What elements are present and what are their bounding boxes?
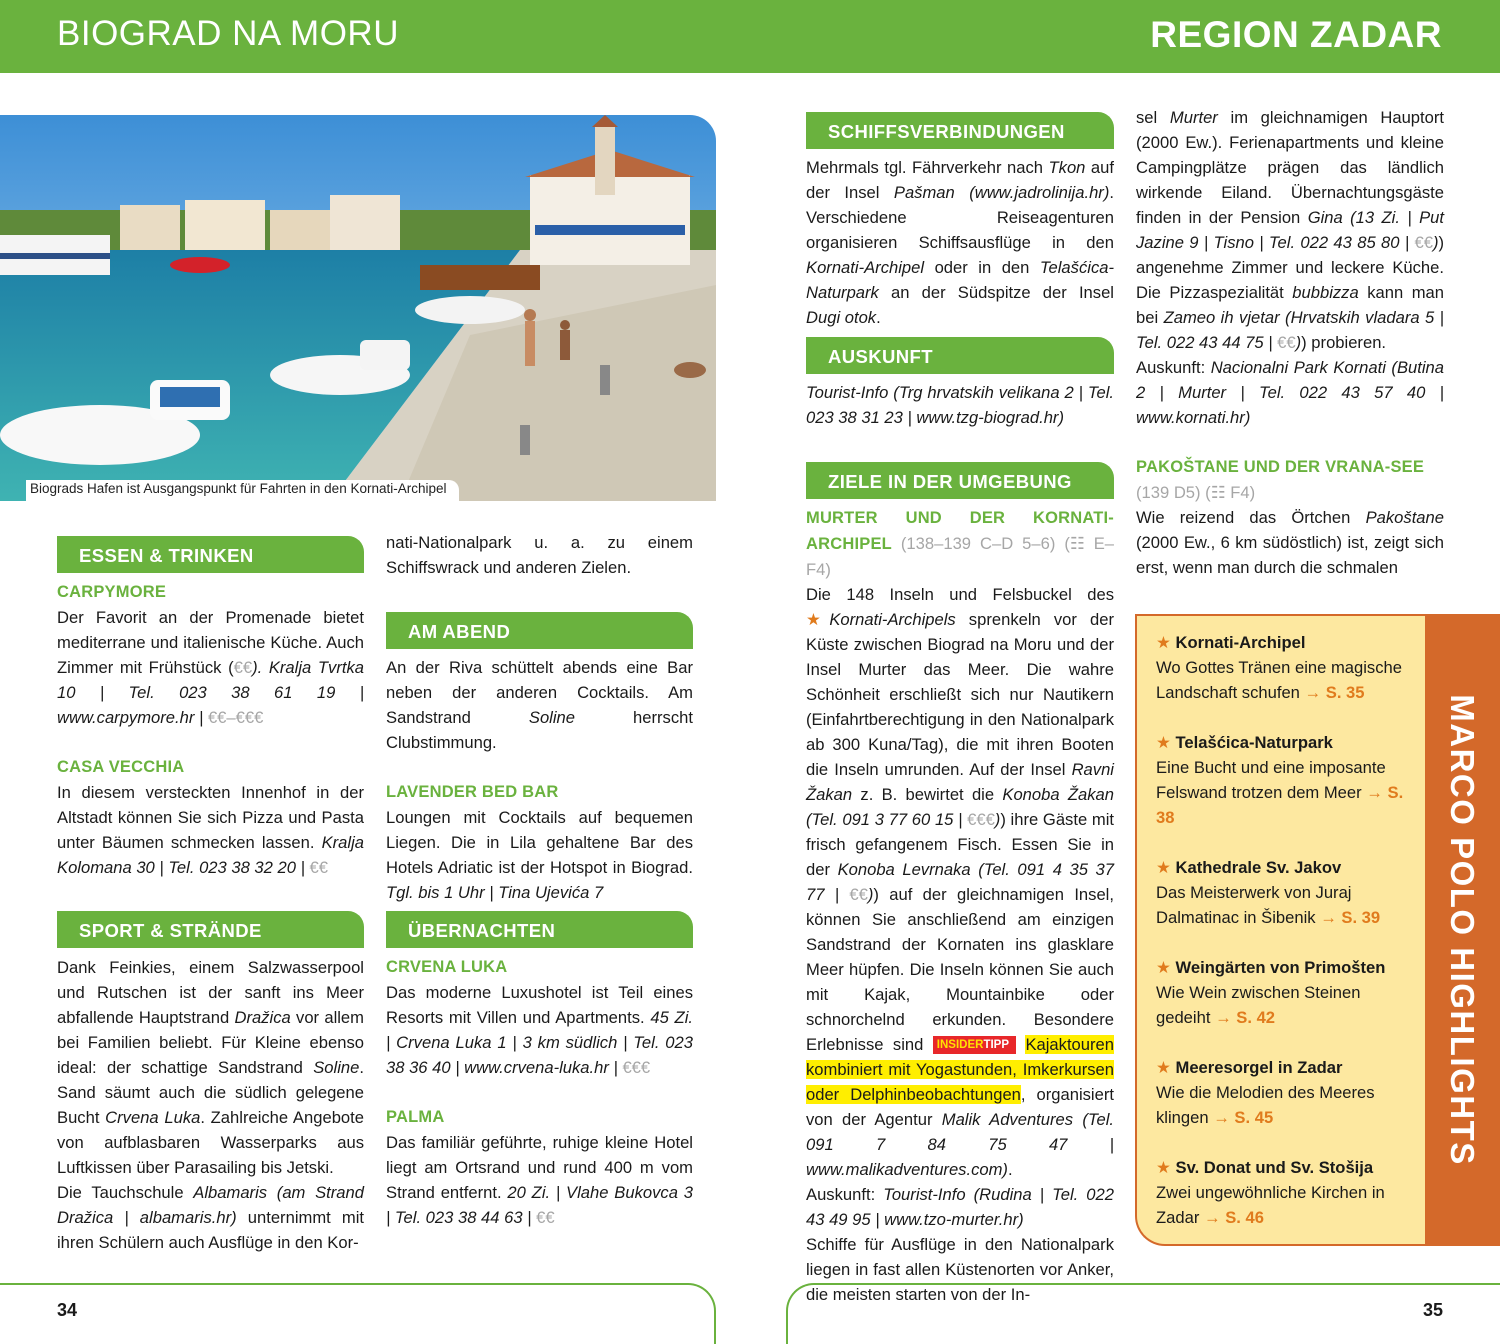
column-2-hotels (386, 955, 693, 1230)
page-ref[interactable]: → S. 46 (1203, 1208, 1264, 1227)
murter-ships: Schiffe für Ausflüge in den Nationalpark liegen in fast allen Küstenorten vor Anker, die meisten starten von der In- (806, 1235, 1114, 1304)
highlight-item: ★ Weingärten von Primošten Wie Wein zwischen Steinen gedeiht → S. 42 (1156, 958, 1386, 1027)
venue-heading-casa-vecchia: CASA VECCHIA (57, 758, 185, 776)
page-ref[interactable]: → S. 45 (1213, 1108, 1274, 1127)
star-icon: ★ (806, 610, 830, 629)
highlight-item: ★ Meeresorgel in Zadar Wie die Melodien des Meeres klingen → S. 45 (1156, 1058, 1375, 1127)
highlights-box (1135, 614, 1425, 1246)
map-icon: ☷ (1069, 534, 1094, 553)
section-uebernachten: ÜBERNACHTEN (386, 911, 693, 948)
abend-text: An der Riva schüttelt abends eine Bar neben der anderen Cocktails. Am Sandstrand Soline herrscht Clubstimmung. (386, 658, 693, 752)
page-number-left: 34 (57, 1300, 78, 1320)
column-1-sport (57, 955, 364, 1255)
harbor-photo (0, 115, 716, 501)
footer-rule-right (786, 1283, 1500, 1344)
header-bar (0, 0, 1500, 73)
region-title: REGION ZADAR (1150, 14, 1442, 55)
venue-heading-lavender: LAVENDER BED BAR (386, 783, 559, 801)
highlights-title: MARCO POLO HIGHLIGHTS (1444, 694, 1481, 1166)
section-sport-straende: SPORT & STRÄNDE (57, 911, 364, 948)
hotel-heading-crvena-luka: CRVENA LUKA (386, 958, 508, 976)
section-essen-trinken: ESSEN & TRINKEN (57, 536, 364, 573)
star-icon: ★ (1156, 733, 1176, 752)
kornati-auskunft: Auskunft: Nacionalni Park Kornati (Butina 2 | Murter | Tel. 022 43 57 40 | www.kornati.hr) (1136, 358, 1444, 427)
venue-text-casa-vecchia: In diesem versteckten Innenhof in der Altstadt können Sie sich Pizza und Pasta unter Bäumen schmecken lassen. Kralja Kolomana 30 | Tel. 023 38 32 20 | €€ (57, 783, 364, 877)
hotel-text-crvena-luka: Das moderne Luxushotel ist Teil eines Resorts mit Villen und Apartments. 45 Zi. | Crvena Luka 1 | 3 km südlich | Tel. 023 38 36 40 | www.crvena-luka.hr | €€€ (386, 983, 693, 1077)
highlight-item: ★ Kornati-Archipel Wo Gottes Tränen eine magische Landschaft schufen → S. 35 (1156, 633, 1402, 702)
venue-heading-carpymore: CARPYMORE (57, 583, 167, 601)
dive-school-text: Die Tauchschule Albamaris (am Strand Dražica | albamaris.hr) unternimmt mit ihren Schülern auch Ausflüge in den Kor- (57, 1183, 364, 1252)
photo-caption: Biograds Hafen ist Ausgangspunkt für Fahrten in den Kornati-Archipel (26, 480, 459, 501)
map-icon: ☷ (1210, 483, 1231, 502)
page-ref[interactable]: → S. 35 (1304, 683, 1365, 702)
column-2-abend (386, 655, 693, 905)
venue-text-lavender: Loungen mit Cocktails auf bequemen Liegen. Die in Lila gehaltene Bar des Hotels Adriatic ist der Hotspot in Biograd. Tgl. bis 1 Uhr | Tina Ujevića 7 (386, 808, 693, 902)
murter-continued: sel Murter im gleichnamigen Hauptort (2000 Ew.). Ferienapartments und kleine Campingplätze prägen das ländlich wirkende Eiland. Übernachtungsgäste finden in der Pension Gina (13 Zi. | Put Jazine 9 | Tisno | Tel. 022 43 85 80 | €€)) angenehme Zimmer und leckere Küche. Die Pizzaspezialität bubbizza kann man bei Zameo ih vjetar (Hrvatskih vladara 5 | Tel. 022 43 44 75 | €€)) probieren. (1136, 108, 1445, 352)
venue-text-carpymore: Der Favorit an der Promenade bietet mediterrane und italienische Küche. Auch Zimmer mit Frühstück (€€). Kralja Tvrtka 10 | Tel. 023 38 61 19 | www.carpymore.hr | €€–€€€ (57, 608, 364, 727)
page-ref[interactable]: → S. 39 (1320, 908, 1381, 927)
column-1 (57, 580, 364, 880)
murter-heading: MURTER UND DER KORNATI-ARCHIPEL (138–139 C–D 5–6) (☷ E–F4) (806, 509, 1114, 579)
section-auskunft: AUSKUNFT (806, 337, 1114, 374)
chapter-title: BIOGRAD NA MORU (57, 14, 399, 53)
page-number-right: 35 (1422, 1300, 1443, 1320)
section-am-abend: AM ABEND (386, 612, 693, 649)
star-icon: ★ (1156, 958, 1176, 977)
star-icon: ★ (1156, 858, 1176, 877)
page-ref[interactable]: → S. 42 (1215, 1008, 1276, 1027)
column-3-auskunft (806, 380, 1114, 430)
footer-rule-left (0, 1283, 716, 1344)
insider-tip-highlight: Kajaktouren kombiniert mit Yogastunden, Imkerkursen oder Delphinbeobachtungen (806, 1035, 1114, 1104)
highlight-item: ★ Telašćica-Naturpark Eine Bucht und eine imposante Felswand trotzen dem Meer → S. 38 (1156, 733, 1404, 827)
murter-auskunft: Auskunft: Tourist-Info (Rudina | Tel. 022 43 49 95 | www.tzo-murter.hr) (806, 1185, 1114, 1229)
pakostane-ref: (139 D5) (☷ F4) (1136, 483, 1256, 502)
hotel-heading-palma: PALMA (386, 1108, 445, 1126)
page-ref[interactable]: → S. 38 (1156, 783, 1404, 827)
murter-text: Die 148 Inseln und Felsbuckel des ★Kornati-Archipels sprenkeln vor der Küste zwischen Biograd na Moru und der Insel Murter das Meer. Die wahre Schönheit erschließt sich nur Nautikern (Einfahrtberechtigung in den Nationalpark ab 300 Kuna/Tag), die mit ihren Booten die Inseln umrunden. Auf der Insel Ravni Žakan z. B. bewirtet die Konoba Žakan (Tel. 091 3 77 60 15 | €€€)) ihre Gäste mit frisch gefangenem Fisch. Essen Sie in der Konoba Levrnaka (Tel. 091 4 35 37 77 | €€)) auf der gleichnamigen Insel, können Sie anschließend am einzigen Sandstrand der Kornaten ins glasklare Meer hüpfen. Die Inseln können Sie auch mit Kajak, Mountainbike oder schnorchelnd erkunden. Besondere Erlebnisse sind INSIDERTIPP Kajaktouren kombiniert mit Yogastunden, Imkerkursen oder Delphinbeobachtungen, organisiert von der Agentur Malik Adventures (Tel. 091 7 84 75 47 | www.malikadventures.com). (806, 585, 1114, 1179)
section-ziele-umgebung: ZIELE IN DER UMGEBUNG (806, 462, 1114, 499)
pakostane-text: Wie reizend das Örtchen Pakoštane (2000 Ew., 6 km südöstlich) ist, zeigt sich erst, wenn man durch die schmalen (1136, 508, 1444, 577)
continued-text: nati-Nationalpark u. a. zu einem Schiffswrack und anderen Zielen. (386, 533, 693, 577)
star-icon: ★ (1156, 633, 1176, 652)
pakostane-heading: PAKOŠTANE UND DER VRANA-SEE (1136, 458, 1425, 476)
column-2 (386, 530, 693, 580)
hotel-text-palma: Das familiär geführte, ruhige kleine Hotel liegt am Ortsrand und rund 400 m vom Strand entfernt. 20 Zi. | Vlahe Bukovca 3 | Tel. 023 38 44 63 | €€ (386, 1133, 693, 1227)
star-icon: ★ (1156, 1058, 1176, 1077)
column-4 (1136, 105, 1444, 580)
column-3-murter (806, 505, 1114, 1307)
column-3-schiff (806, 155, 1114, 330)
sport-text: Dank Feinkies, einem Salzwasserpool und Rutschen ist der sanft ins Meer abfallende Hauptstrand Dražica vor allem bei Familien beliebt. Für Kleine ebenso ideal: der schattige Sandstrand Soline. Sand säumt auch die südlich gelegene Bucht Crvena Luka. Zahlreiche Angebote von aufblasbaren Wasserparks aus Luftkissen über Parasailing bis Jetski. (57, 958, 364, 1177)
highlights-sidebar (1425, 614, 1500, 1246)
highlight-item: ★ Sv. Donat und Sv. Stošija Zwei ungewöhnliche Kirchen in Zadar → S. 46 (1156, 1158, 1385, 1227)
schiff-text: Mehrmals tgl. Fährverkehr nach Tkon auf der Insel Pašman (www.jadrolinija.hr). Verschiedene Reiseagenturen organisieren Schiffsausflüge in den Kornati-Archipel oder in den Telašćica-Naturpark an der Südspitze der Insel Dugi otok. (806, 158, 1114, 327)
section-schiffsverbindungen: SCHIFFSVERBINDUNGEN (806, 112, 1114, 149)
highlight-item: ★ Kathedrale Sv. Jakov Das Meisterwerk von Juraj Dalmatinac in Šibenik → S. 39 (1156, 858, 1381, 927)
star-icon: ★ (1156, 1158, 1176, 1177)
auskunft-text: Tourist-Info (Trg hrvatskih velikana 2 | Tel. 023 38 31 23 | www.tzg-biograd.hr) (806, 383, 1114, 427)
insider-tipp-badge: INSIDERTIPP (933, 1036, 1016, 1054)
